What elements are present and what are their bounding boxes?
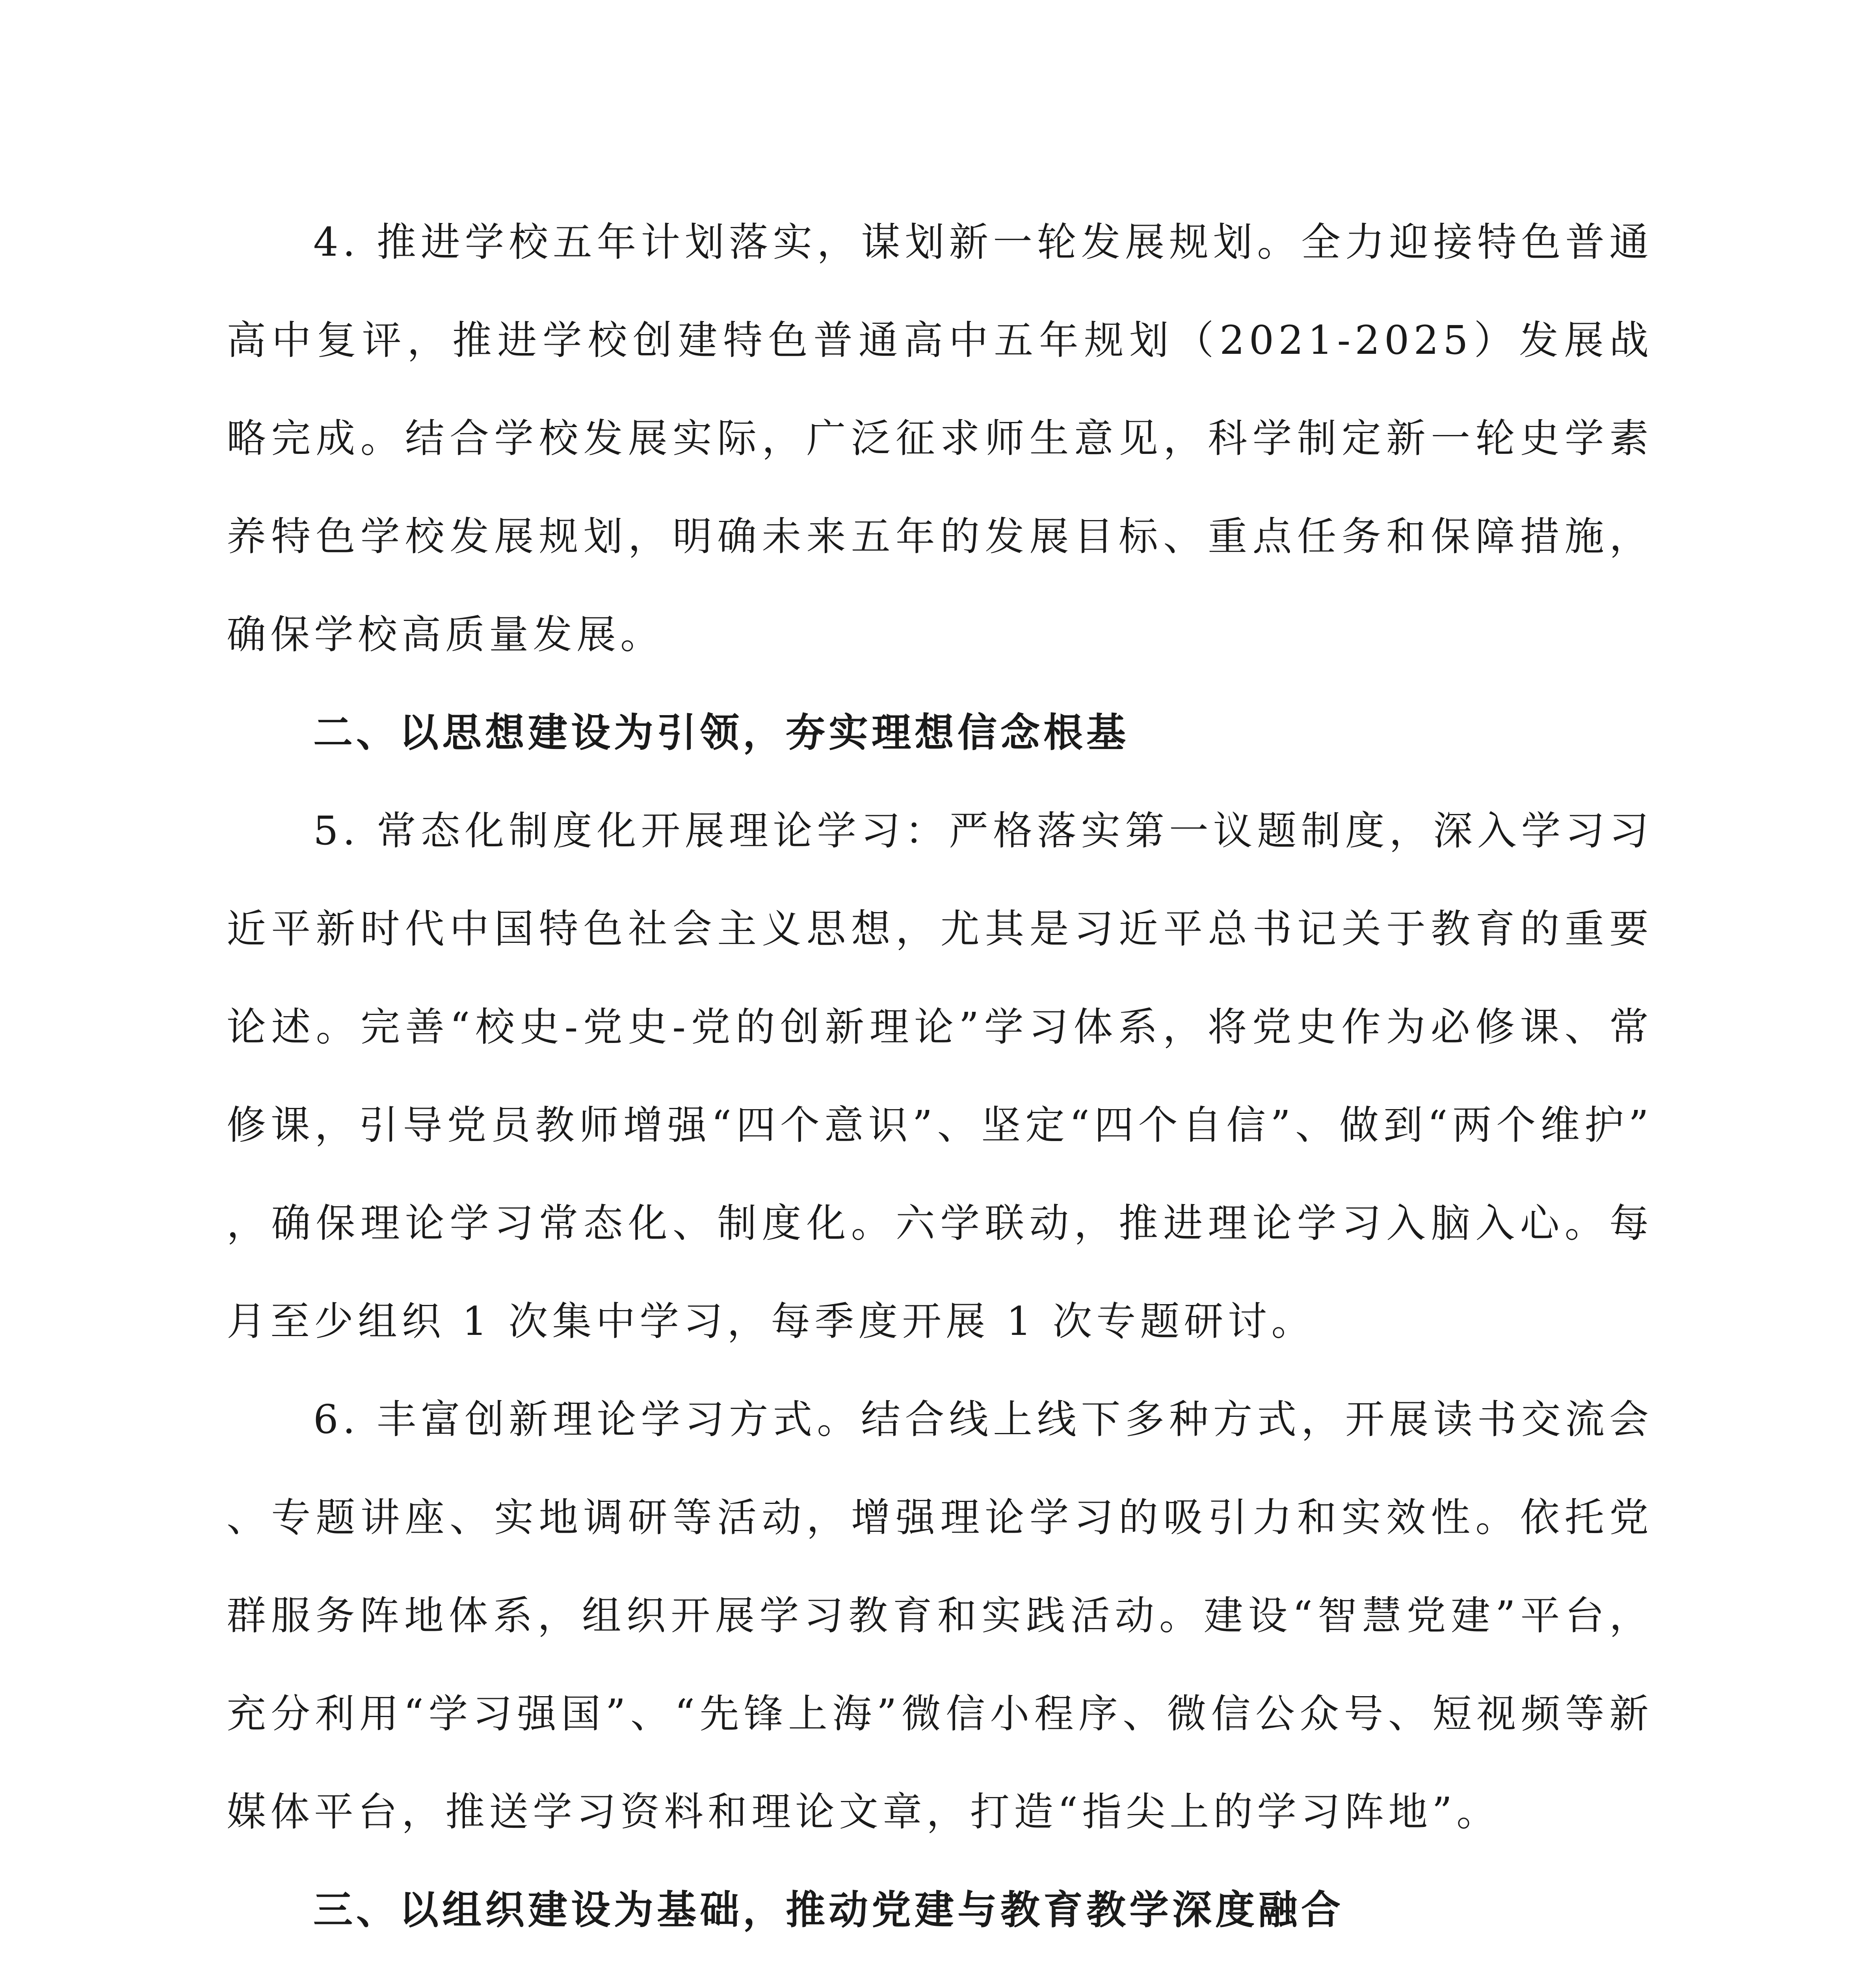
paragraph-item-7 [227,1959,1653,1970]
section-heading-3: 三、以组织建设为基础，推动党建与教育教学深度融合 [313,1887,1344,1933]
document-body [227,193,1653,1970]
paragraph-item-5: 5. 常态化制度化开展理论学习：严格落实第一议题制度，深入学习习近平新时代中国特色社会主义思想，尤其是习近平总书记关于教育的重要论述。完善“校史-党史-党的创新理论”学习体系，将党史作为必修课、常修课，引导党员教师增强“四个意识”、坚定“四个自信”、做到“两个维护”，确保理论学习常态化、制度化。六学联动，推进理论学习入脑入心。每月至少组织 1 次集中学习，每季度开展 1 次专题研讨。 [227,808,1653,1344]
paragraph-item-4: 4. 推进学校五年计划落实，谋划新一轮发展规划。全力迎接特色普通高中复评，推进学校创建特色普通高中五年规划（2021-2025）发展战略完成。结合学校发展实际，广泛征求师生意见，科学制定新一轮史学素养特色学校发展规划，明确未来五年的发展目标、重点任务和保障措施，确保学校高质量发展。 [227,219,1653,658]
paragraph-item-6: 6. 丰富创新理论学习方式。结合线上线下多种方式，开展读书交流会、专题讲座、实地调研等活动，增强理论学习的吸引力和实效性。依托党群服务阵地体系，组织开展学习教育和实践活动。建设“智慧党建”平台，充分利用“学习强国”、“先锋上海”微信小程序、微信公众号、短视频等新媒体平台，推送学习资料和理论文章，打造“指尖上的学习阵地”。 [227,1396,1653,1835]
section-heading-2: 二、以思想建设为引领，夯实理想信念根基 [313,710,1129,756]
